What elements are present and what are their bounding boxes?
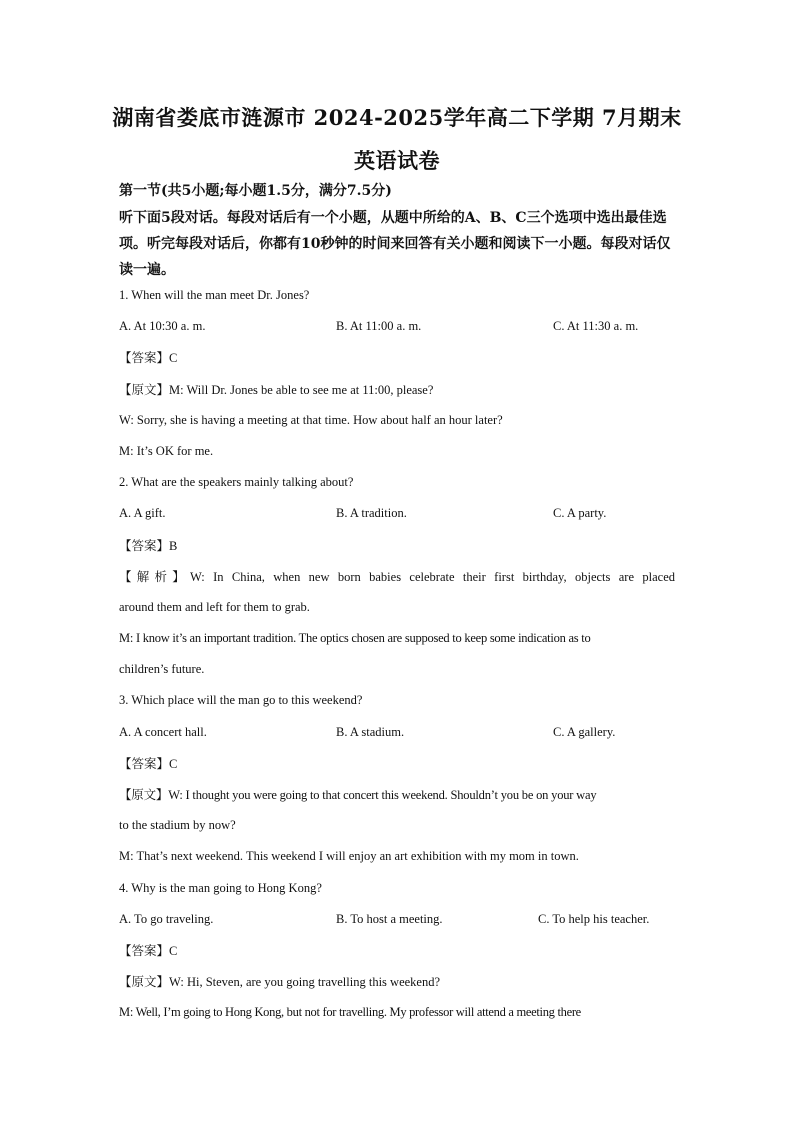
option-b: B. To host a meeting. xyxy=(336,911,443,926)
transcript-line: W: Sorry, she is having a meeting at that time. How about half an hour later? xyxy=(119,412,503,427)
page-subtitle: 英语试卷 xyxy=(354,148,440,173)
options-row xyxy=(119,311,675,342)
section-heading: 第一节(共5小题;每小题1.5分，满分7.5分) xyxy=(119,183,392,199)
option-c: C. To help his teacher. xyxy=(538,911,650,926)
answer-tag: 【答案】 xyxy=(119,350,170,366)
answer-tag: 【答案】 xyxy=(119,537,170,553)
transcript-line xyxy=(119,561,675,592)
transcript-line: M: That’s next weekend. This weekend I will enjoy an art exhibition with my mom in town. xyxy=(119,849,579,864)
options-row xyxy=(119,904,675,935)
transcript-text: M: Will Dr. Jones be able to see me at 11:00, please? xyxy=(169,382,434,397)
option-b: B. At 11:00 a. m. xyxy=(336,319,422,334)
options-row xyxy=(119,717,675,748)
transcript-line: children’s future. xyxy=(119,662,205,677)
option-c: C. A gallery. xyxy=(553,724,616,739)
answer-value: C xyxy=(169,943,178,958)
transcript-tag: 【原文】 xyxy=(119,787,169,802)
transcript-line: M: It’s OK for me. xyxy=(119,443,214,458)
transcript-line: around them and left for them to grab. xyxy=(119,599,310,614)
options-row xyxy=(119,498,675,529)
option-a: A. A gift. xyxy=(119,506,166,521)
answer-line xyxy=(119,530,675,561)
answer-value: C xyxy=(169,756,178,771)
transcript-line: M: Well, I’m going to Hong Kong, but not for travelling. My professor will attend a meeting there xyxy=(119,1005,581,1020)
question-text: 3. Which place will the man go to this weekend? xyxy=(119,693,363,708)
option-a: A. To go traveling. xyxy=(119,911,214,926)
questions-area xyxy=(119,280,675,1029)
question-block-2 xyxy=(119,467,675,685)
question-text: 2. What are the speakers mainly talking about? xyxy=(119,475,354,490)
transcript-line xyxy=(119,779,675,810)
question-block-3 xyxy=(119,685,675,872)
option-a: A. At 10:30 a. m. xyxy=(119,319,206,334)
transcript-text: W: In China, when new born babies celebrate their first birthday, objects are placed xyxy=(189,569,675,584)
answer-value: B xyxy=(169,538,178,553)
option-c: C. At 11:30 a. m. xyxy=(553,319,639,334)
transcript-text: W: Hi, Steven, are you going travelling this weekend? xyxy=(169,975,441,990)
option-b: B. A tradition. xyxy=(336,506,407,521)
question-block-1 xyxy=(119,280,675,467)
answer-tag: 【答案】 xyxy=(119,942,170,958)
answer-line xyxy=(119,935,675,966)
answer-value: C xyxy=(169,351,178,366)
question-text: 1. When will the man meet Dr. Jones? xyxy=(119,288,310,302)
answer-line xyxy=(119,342,675,373)
transcript-tag: 【原文】 xyxy=(119,974,170,990)
section-instructions: 听下面5段对话。每段对话后有一个小题，从题中所给的A、B、C三个选项中选出最佳选项。听完每段对话后，你都有10秒钟的时间来回答有关小题和阅读下一小题。每段对话仅读一遍。 xyxy=(119,210,671,278)
transcript-line: M: I know it’s an important tradition. The optics chosen are supposed to keep some indication as to xyxy=(119,631,591,646)
option-c: C. A party. xyxy=(553,506,607,521)
answer-line xyxy=(119,748,675,779)
transcript-tag: 【解析】 xyxy=(119,568,190,584)
transcript-line xyxy=(119,966,675,997)
option-b: B. A stadium. xyxy=(336,724,405,739)
question-text: 4. Why is the man going to Hong Kong? xyxy=(119,880,322,895)
question-block-4 xyxy=(119,873,675,1029)
option-a: A. A concert hall. xyxy=(119,724,207,739)
transcript-tag: 【原文】 xyxy=(119,381,170,397)
transcript-text: W: I thought you were going to that concert this weekend. Shouldn’t you be on your way xyxy=(168,788,597,802)
transcript-line xyxy=(119,374,675,405)
answer-tag: 【答案】 xyxy=(119,755,170,771)
page-title: 湖南省娄底市涟源市 2024-2025学年高二下学期 7月期末 xyxy=(112,105,682,130)
transcript-line: to the stadium by now? xyxy=(119,818,236,833)
